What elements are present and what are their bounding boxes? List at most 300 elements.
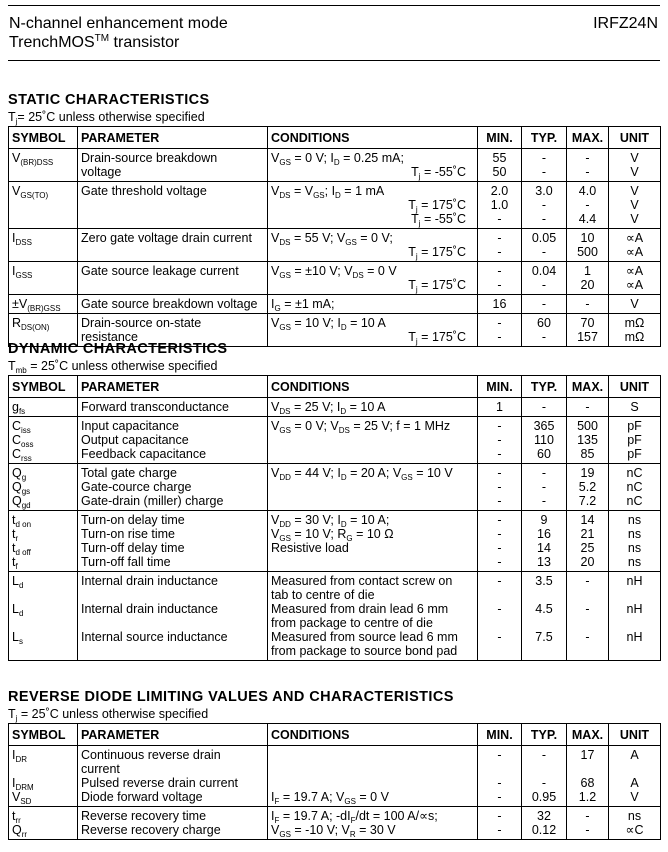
symbol: $t_{rr}$	[12, 809, 21, 825]
unit-value: ns	[627, 527, 642, 541]
min-value: -	[497, 231, 502, 245]
subscript: d on	[15, 520, 32, 529]
subscript: D	[340, 473, 347, 482]
table-row	[9, 746, 661, 807]
spacer	[12, 644, 74, 658]
subscript: R	[349, 830, 356, 839]
condition-line: $V_{DD} = 30$ V; $I_D = 10$ A;	[271, 513, 390, 529]
max-cell	[567, 182, 609, 229]
unit-value: ∝A	[625, 278, 644, 292]
max-cell	[567, 398, 609, 417]
unit-value: V	[630, 165, 639, 179]
spacer	[12, 616, 74, 630]
condition-line: Resistive load	[271, 541, 349, 555]
spacer	[570, 762, 605, 776]
max-value: 1	[584, 264, 591, 278]
parameter: Forward transconductance	[81, 400, 229, 414]
unit-value: pF	[627, 433, 642, 447]
subscript: GS	[279, 323, 291, 332]
row-group	[9, 746, 661, 807]
parameter-cell	[78, 262, 268, 295]
typ-value: 60	[537, 316, 551, 330]
symbol: $I_{DR}$	[12, 748, 28, 764]
min-value: -	[497, 494, 502, 508]
typ-cell	[522, 511, 567, 572]
typ-value: 4.5	[535, 602, 553, 616]
parameter: Drain-source breakdown	[81, 151, 218, 165]
symbol-cell	[9, 295, 78, 314]
unit-value: nC	[626, 466, 643, 480]
max-value: 25	[580, 541, 595, 555]
subscript: GS	[279, 158, 291, 167]
parameter: voltage	[81, 165, 122, 179]
typ-value: 60	[537, 447, 551, 461]
subscript: GS(TO)	[20, 191, 49, 200]
symbol-cell	[9, 464, 78, 511]
max-value: -	[585, 574, 590, 588]
symbol-cell	[9, 807, 78, 840]
typ-value: 7.5	[535, 630, 553, 644]
unit-value: nC	[626, 480, 643, 494]
spacer	[481, 588, 518, 602]
parameter: Input capacitance	[81, 419, 179, 433]
parameter	[81, 644, 264, 658]
condition-line: $I_F = 19.7$ A; $-dI_F/dt = 100$ A/∝s;	[271, 809, 438, 825]
unit-value: S	[630, 400, 639, 414]
typ-value: -	[541, 494, 547, 508]
typ-value: -	[541, 748, 547, 762]
subscript: DS(ON)	[21, 323, 50, 332]
col-unit: UNIT	[609, 724, 661, 746]
unit-value: pF	[627, 447, 642, 461]
min-value: -	[497, 245, 502, 259]
subscript: rr	[21, 830, 28, 839]
reverse-title: REVERSE DIODE LIMITING VALUES AND CHARACTERISTICS	[8, 689, 454, 705]
dynamic-table	[8, 375, 661, 661]
col-typ: TYP.	[522, 376, 567, 398]
reverse-section	[8, 689, 660, 840]
symbol: $I_{GSS}$	[12, 264, 33, 280]
parameter-cell	[78, 229, 268, 262]
parameter: resistance	[81, 330, 138, 344]
unit-value: V	[630, 212, 639, 226]
subscript: D	[340, 520, 347, 529]
max-value: -	[585, 151, 590, 165]
max-value: -	[585, 809, 590, 823]
min-value: -	[497, 278, 502, 292]
typ-value: 32	[537, 809, 551, 823]
spacer	[12, 762, 74, 776]
parameter: Diode forward voltage	[81, 790, 203, 804]
reverse-table	[8, 723, 661, 840]
subscript: j	[415, 252, 418, 261]
symbol: $L_d$	[12, 574, 24, 590]
typ-value: 0.12	[531, 823, 557, 837]
condition-line: $V_{DS} = 55$ V; $V_{GS} = 0$ V;	[271, 231, 393, 247]
parameter-cell	[78, 295, 268, 314]
subscript: (BR)DSS	[20, 158, 54, 167]
subscript: fs	[18, 407, 26, 416]
condition-line: $V_{GS} = 0$ V; $V_{DS} = 25$ V; f = 1 MHz	[271, 419, 451, 435]
parameter-cell	[78, 417, 268, 464]
min-value: -	[497, 513, 502, 527]
condition-tj: $T_j$ = 175˚C	[408, 278, 466, 294]
condition-tj: $T_j$ = 175˚C	[408, 245, 466, 261]
condition-line: $I_G = \pm 1$ mA;	[271, 297, 335, 313]
subscript: D	[340, 407, 347, 416]
subscript: r	[15, 534, 19, 543]
min-value: -	[497, 809, 502, 823]
unit-cell	[609, 262, 661, 295]
row-group	[9, 807, 661, 840]
parameter: Turn-on delay time	[81, 513, 185, 527]
symbol: $t_{d on}$	[12, 513, 32, 529]
unit-cell	[609, 229, 661, 262]
max-value: 10	[580, 231, 595, 245]
subscript: DD	[279, 473, 291, 482]
typ-cell	[522, 417, 567, 464]
symbol: $\pm V_{(BR)GSS}$	[12, 297, 61, 313]
spacer	[525, 762, 563, 776]
condition-line: $I_F = 19.7$ A; $V_{GS} = 0$ V	[271, 790, 389, 806]
typ-value: -	[541, 330, 547, 344]
static-section	[8, 92, 660, 347]
symbol-cell	[9, 511, 78, 572]
parameter: Turn-off delay time	[81, 541, 185, 555]
max-value: 21	[580, 527, 595, 541]
unit-value: nH	[626, 602, 643, 616]
symbol-cell	[9, 149, 78, 182]
unit-cell	[609, 149, 661, 182]
table-row	[9, 398, 661, 417]
min-cell	[478, 746, 522, 807]
condition-line: $V_{GS} = \pm 10$ V; $V_{DS} = 0$ V	[271, 264, 397, 280]
subscript: F	[274, 816, 280, 825]
parameter: Internal source inductance	[81, 630, 228, 644]
typ-value: -	[541, 776, 547, 790]
typ-value: 0.04	[531, 264, 557, 278]
subscript: GSS	[15, 271, 33, 280]
col-parameter: PARAMETER	[78, 127, 268, 149]
max-value: -	[585, 297, 590, 311]
subscript: DSS	[15, 238, 32, 247]
parameter	[81, 588, 264, 602]
symbol: $C_{iss}$	[12, 419, 31, 435]
title-line-2: TrenchMOS™ transistor	[9, 33, 180, 51]
max-cell	[567, 262, 609, 295]
typ-value: 365	[533, 419, 555, 433]
condition-line: from package to centre of die	[271, 616, 433, 630]
max-value: 500	[577, 419, 598, 433]
symbol: $L_s$	[12, 630, 23, 646]
min-value: -	[497, 212, 502, 226]
symbol: $C_{rss}$	[12, 447, 32, 463]
parameter: Internal drain inductance	[81, 574, 218, 588]
col-symbol: SYMBOL	[9, 724, 78, 746]
subscript: D	[333, 158, 340, 167]
dynamic-condition: $T_{mb}$ = 25˚C unless otherwise specified	[8, 359, 218, 375]
max-value: 20	[580, 555, 595, 569]
row-group	[9, 511, 661, 572]
symbol: $V_{GS(TO)}$	[12, 184, 49, 200]
condition-line: Measured from drain lead 6 mm	[271, 602, 449, 616]
subscript: j	[418, 219, 421, 228]
col-symbol: SYMBOL	[9, 376, 78, 398]
row-group	[9, 182, 661, 229]
min-value: -	[497, 541, 502, 555]
max-cell	[567, 464, 609, 511]
subscript: rss	[21, 454, 32, 463]
max-cell	[567, 511, 609, 572]
col-symbol: SYMBOL	[9, 127, 78, 149]
typ-value: 13	[537, 555, 551, 569]
parameter: Gate threshold voltage	[81, 184, 207, 198]
min-value: 50	[492, 165, 507, 179]
symbol: $C_{oss}$	[12, 433, 34, 449]
header-rule	[8, 60, 660, 61]
col-max: MAX.	[567, 724, 609, 746]
unit-value: V	[630, 151, 639, 165]
min-value: 2.0	[490, 184, 509, 198]
typ-value: -	[541, 297, 547, 311]
max-value: -	[585, 165, 590, 179]
subscript: j	[415, 205, 418, 214]
symbol-cell	[9, 398, 78, 417]
spacer	[481, 644, 518, 658]
unit-cell	[609, 511, 661, 572]
subscript: GS	[279, 534, 291, 543]
symbol: $Q_{gd}$	[12, 494, 31, 510]
conditions-cell	[268, 572, 478, 661]
typ-value: 9	[540, 513, 548, 527]
table-row	[9, 807, 661, 840]
max-cell	[567, 746, 609, 807]
unit-value: V	[630, 790, 639, 804]
unit-value: V	[630, 297, 639, 311]
table-row	[9, 295, 661, 314]
max-value: 4.0	[578, 184, 597, 198]
spacer	[612, 644, 657, 658]
min-cell	[478, 262, 522, 295]
symbol: $Q_{rr}$	[12, 823, 28, 839]
symbol: $R_{DS(ON)}$	[12, 316, 50, 332]
max-value: 157	[577, 330, 598, 344]
spacer	[570, 616, 605, 630]
row-group	[9, 295, 661, 314]
conditions-cell	[268, 182, 478, 229]
condition-line: $V_{GS} = 10$ V; $R_G = 10$ Ω	[271, 527, 394, 543]
parameter-cell	[78, 182, 268, 229]
parameter-cell	[78, 464, 268, 511]
subscript: F	[350, 816, 356, 825]
min-value: -	[497, 823, 502, 837]
subscript: g	[21, 473, 27, 482]
typ-value: -	[541, 245, 547, 259]
typ-value: 14	[537, 541, 551, 555]
max-value: 85	[580, 447, 595, 461]
max-value: 19	[580, 466, 595, 480]
condition-line: $V_{GS} = -10$ V; $V_R = 30$ V	[271, 823, 396, 839]
condition-line: $V_{GS} = 0$ V; $I_D = 0.25$ mA;	[271, 151, 404, 167]
symbol: $Q_{gs}$	[12, 480, 31, 496]
parameter: Internal drain inductance	[81, 602, 218, 616]
unit-value: ns	[627, 513, 642, 527]
unit-value: ∝C	[625, 823, 644, 837]
unit-cell	[609, 572, 661, 661]
title-line-1: N-channel enhancement mode	[9, 15, 228, 32]
max-cell	[567, 229, 609, 262]
header-row	[9, 127, 661, 149]
parameter-cell	[78, 807, 268, 840]
parameter	[81, 616, 264, 630]
unit-cell	[609, 464, 661, 511]
subscript: DS	[279, 238, 291, 247]
subscript: DRM	[15, 783, 34, 792]
typ-value: -	[541, 480, 547, 494]
typ-value: -	[541, 151, 547, 165]
max-cell	[567, 149, 609, 182]
max-cell	[567, 807, 609, 840]
min-value: -	[497, 419, 502, 433]
max-value: 7.2	[578, 494, 597, 508]
typ-value: -	[541, 400, 547, 414]
symbol: $L_d$	[12, 602, 24, 618]
typ-value: -	[541, 466, 547, 480]
row-group	[9, 262, 661, 295]
min-value: -	[497, 776, 502, 790]
table-row	[9, 229, 661, 262]
spacer	[570, 588, 605, 602]
parameter: Gate source breakdown voltage	[81, 297, 258, 311]
min-value: 1.0	[490, 198, 509, 212]
header-row	[9, 376, 661, 398]
spacer	[481, 616, 518, 630]
condition-line: Measured from source lead 6 mm	[271, 630, 458, 644]
max-value: -	[585, 630, 590, 644]
row-group	[9, 417, 661, 464]
subscript: F	[274, 797, 280, 806]
subscript: iss	[21, 426, 31, 435]
max-value: 5.2	[578, 480, 597, 494]
condition-tj: $T_j$ = 175˚C	[408, 198, 466, 214]
col-unit: UNIT	[609, 376, 661, 398]
table-header	[9, 724, 661, 746]
condition-tj: $T_j$ = -55˚C	[411, 165, 466, 181]
max-value: 68	[580, 776, 595, 790]
unit-cell	[609, 746, 661, 807]
min-value: -	[497, 555, 502, 569]
max-value: 70	[580, 316, 595, 330]
col-min: MIN.	[478, 127, 522, 149]
static-title: STATIC CHARACTERISTICS	[8, 92, 210, 108]
symbol: $t_f$	[12, 555, 18, 571]
min-value: -	[497, 574, 502, 588]
subscript: DS	[279, 407, 291, 416]
min-cell	[478, 464, 522, 511]
unit-value: nH	[626, 630, 643, 644]
conditions-cell	[268, 464, 478, 511]
subscript: G	[274, 304, 281, 313]
min-cell	[478, 229, 522, 262]
subscript: SD	[20, 797, 32, 806]
subscript: G	[346, 534, 353, 543]
min-cell	[478, 572, 522, 661]
typ-cell	[522, 229, 567, 262]
parameter-cell	[78, 511, 268, 572]
condition-line: $V_{DD} = 44$ V; $I_D = 20$ A; $V_{GS} = 10$ V	[271, 466, 453, 482]
max-value: 4.4	[578, 212, 597, 226]
parameter: Gate-cource charge	[81, 480, 192, 494]
max-value: 135	[577, 433, 598, 447]
parameter: Turn-off fall time	[81, 555, 171, 569]
unit-value: nC	[626, 494, 643, 508]
typ-cell	[522, 182, 567, 229]
subscript: DS	[338, 426, 350, 435]
row-group	[9, 464, 661, 511]
min-value: 16	[492, 297, 507, 311]
symbol-cell	[9, 417, 78, 464]
symbol: $g_{fs}$	[12, 400, 26, 416]
col-unit: UNIT	[609, 127, 661, 149]
min-value: -	[497, 264, 502, 278]
table-row	[9, 511, 661, 572]
unit-value: ∝A	[625, 245, 644, 259]
subscript: oss	[21, 440, 34, 449]
top-rule	[8, 5, 660, 6]
typ-cell	[522, 262, 567, 295]
unit-cell	[609, 398, 661, 417]
min-value: -	[497, 447, 502, 461]
unit-cell	[609, 295, 661, 314]
condition-line: from package to source bond pad	[271, 644, 458, 658]
typ-cell	[522, 295, 567, 314]
subscript: GS	[279, 830, 291, 839]
symbol: $Q_g$	[12, 466, 27, 482]
unit-value: A	[630, 776, 639, 790]
unit-value: A	[630, 748, 639, 762]
max-value: 14	[580, 513, 595, 527]
min-value: 1	[496, 400, 503, 414]
min-value: -	[497, 466, 502, 480]
parameter-cell	[78, 572, 268, 661]
max-cell	[567, 295, 609, 314]
max-value: 20	[580, 278, 595, 292]
subscript: (BR)GSS	[27, 304, 61, 313]
parameter: Turn-on rise time	[81, 527, 176, 541]
typ-cell	[522, 149, 567, 182]
row-group	[9, 398, 661, 417]
spacer	[525, 644, 563, 658]
conditions-cell	[268, 149, 478, 182]
col-conditions: CONDITIONS	[268, 127, 478, 149]
unit-cell	[609, 417, 661, 464]
typ-value: 3.5	[535, 574, 553, 588]
typ-value: -	[541, 198, 547, 212]
subscript: d	[18, 581, 24, 590]
table-row	[9, 572, 661, 661]
typ-value: 0.05	[531, 231, 557, 245]
col-typ: TYP.	[522, 127, 567, 149]
symbol: $I_{DSS}$	[12, 231, 32, 247]
table-row	[9, 262, 661, 295]
subscript: gs	[21, 487, 31, 496]
parameter: Gate source leakage current	[81, 264, 239, 278]
typ-value: 16	[537, 527, 551, 541]
typ-value: -	[541, 165, 547, 179]
spacer	[481, 762, 518, 776]
col-typ: TYP.	[522, 724, 567, 746]
subscript: s	[18, 637, 23, 646]
